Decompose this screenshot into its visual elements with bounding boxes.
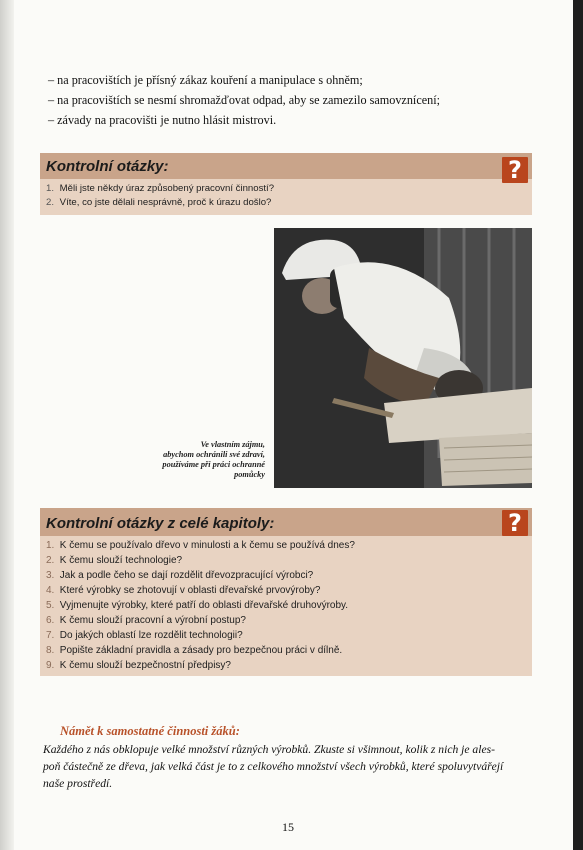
worker-safety-photo [274,228,532,488]
page-spine-shadow [0,0,14,850]
page-number: 15 [282,820,294,834]
list-item: 7. Do jakých oblastí lze rozdělit technologii? [46,630,243,641]
activity-text: Každého z nás obklopuje velké množství různých výrobků. Zkuste si všimnout, kolik z nich je ales- poň částečně ze dřeva, jak velká část je to z celkového množství všech výrobků, které spoluvytvářejí naše prostředí. [43,743,504,790]
chapter-questions-list [46,538,355,673]
chapter-questions-header [40,508,532,536]
safety-rules-list [48,70,440,130]
list-item: 1. Měli jste někdy úraz způsobený pracovní činností? [46,183,275,194]
review-questions-header [40,153,532,179]
list-item: 2. K čemu slouží technologie? [46,555,183,566]
question-mark-icon: ? [502,157,528,183]
list-item: 5. Vyjmenujte výrobky, které patří do oblasti dřevařské druhovýroby. [46,600,349,611]
question-mark-icon: ? [502,510,528,536]
chapter-questions-box [40,508,532,676]
photo-caption: Ve vlastním zájmu, abychom ochránili své zdraví, používáme při práci ochranné pomůcky [162,440,265,479]
list-item: 6. K čemu slouží pracovní a výrobní postup? [46,615,246,626]
list-item: 8. Popište základní pravidla a zásady pro bezpečnou práci v dílně. [46,645,343,656]
worker-illustration [274,228,532,488]
list-item: 3. Jak a podle čeho se dají rozdělit dřevozpracující výrobci? [46,570,314,581]
review-questions-box [40,153,532,215]
review-questions-title: Kontrolní otázky: [46,158,169,175]
chapter-questions-title: Kontrolní otázky z celé kapitoly: [46,515,275,532]
list-item: 9. K čemu slouží bezpečnostní předpisy? [46,660,231,671]
list-item: 1. K čemu se používalo dřevo v minulosti a k čemu se používá dnes? [46,540,355,551]
list-item: 2. Víte, co jste dělali nesprávně, proč k úrazu došlo? [46,197,272,208]
review-questions-list [46,182,274,210]
safety-rule: – na pracovištích je přísný zákaz kouření a manipulace s ohněm; [48,73,363,87]
activity-title: Námět k samostatné činnosti žáků: [60,724,240,738]
list-item: 4. Které výrobky se zhotovují v oblasti dřevařské prvovýroby? [46,585,321,596]
safety-rule: – závady na pracovišti je nutno hlásit mistrovi. [48,113,277,127]
safety-rule: – na pracovištích se nesmí shromažďovat odpad, aby se zamezilo samovznícení; [48,93,440,107]
